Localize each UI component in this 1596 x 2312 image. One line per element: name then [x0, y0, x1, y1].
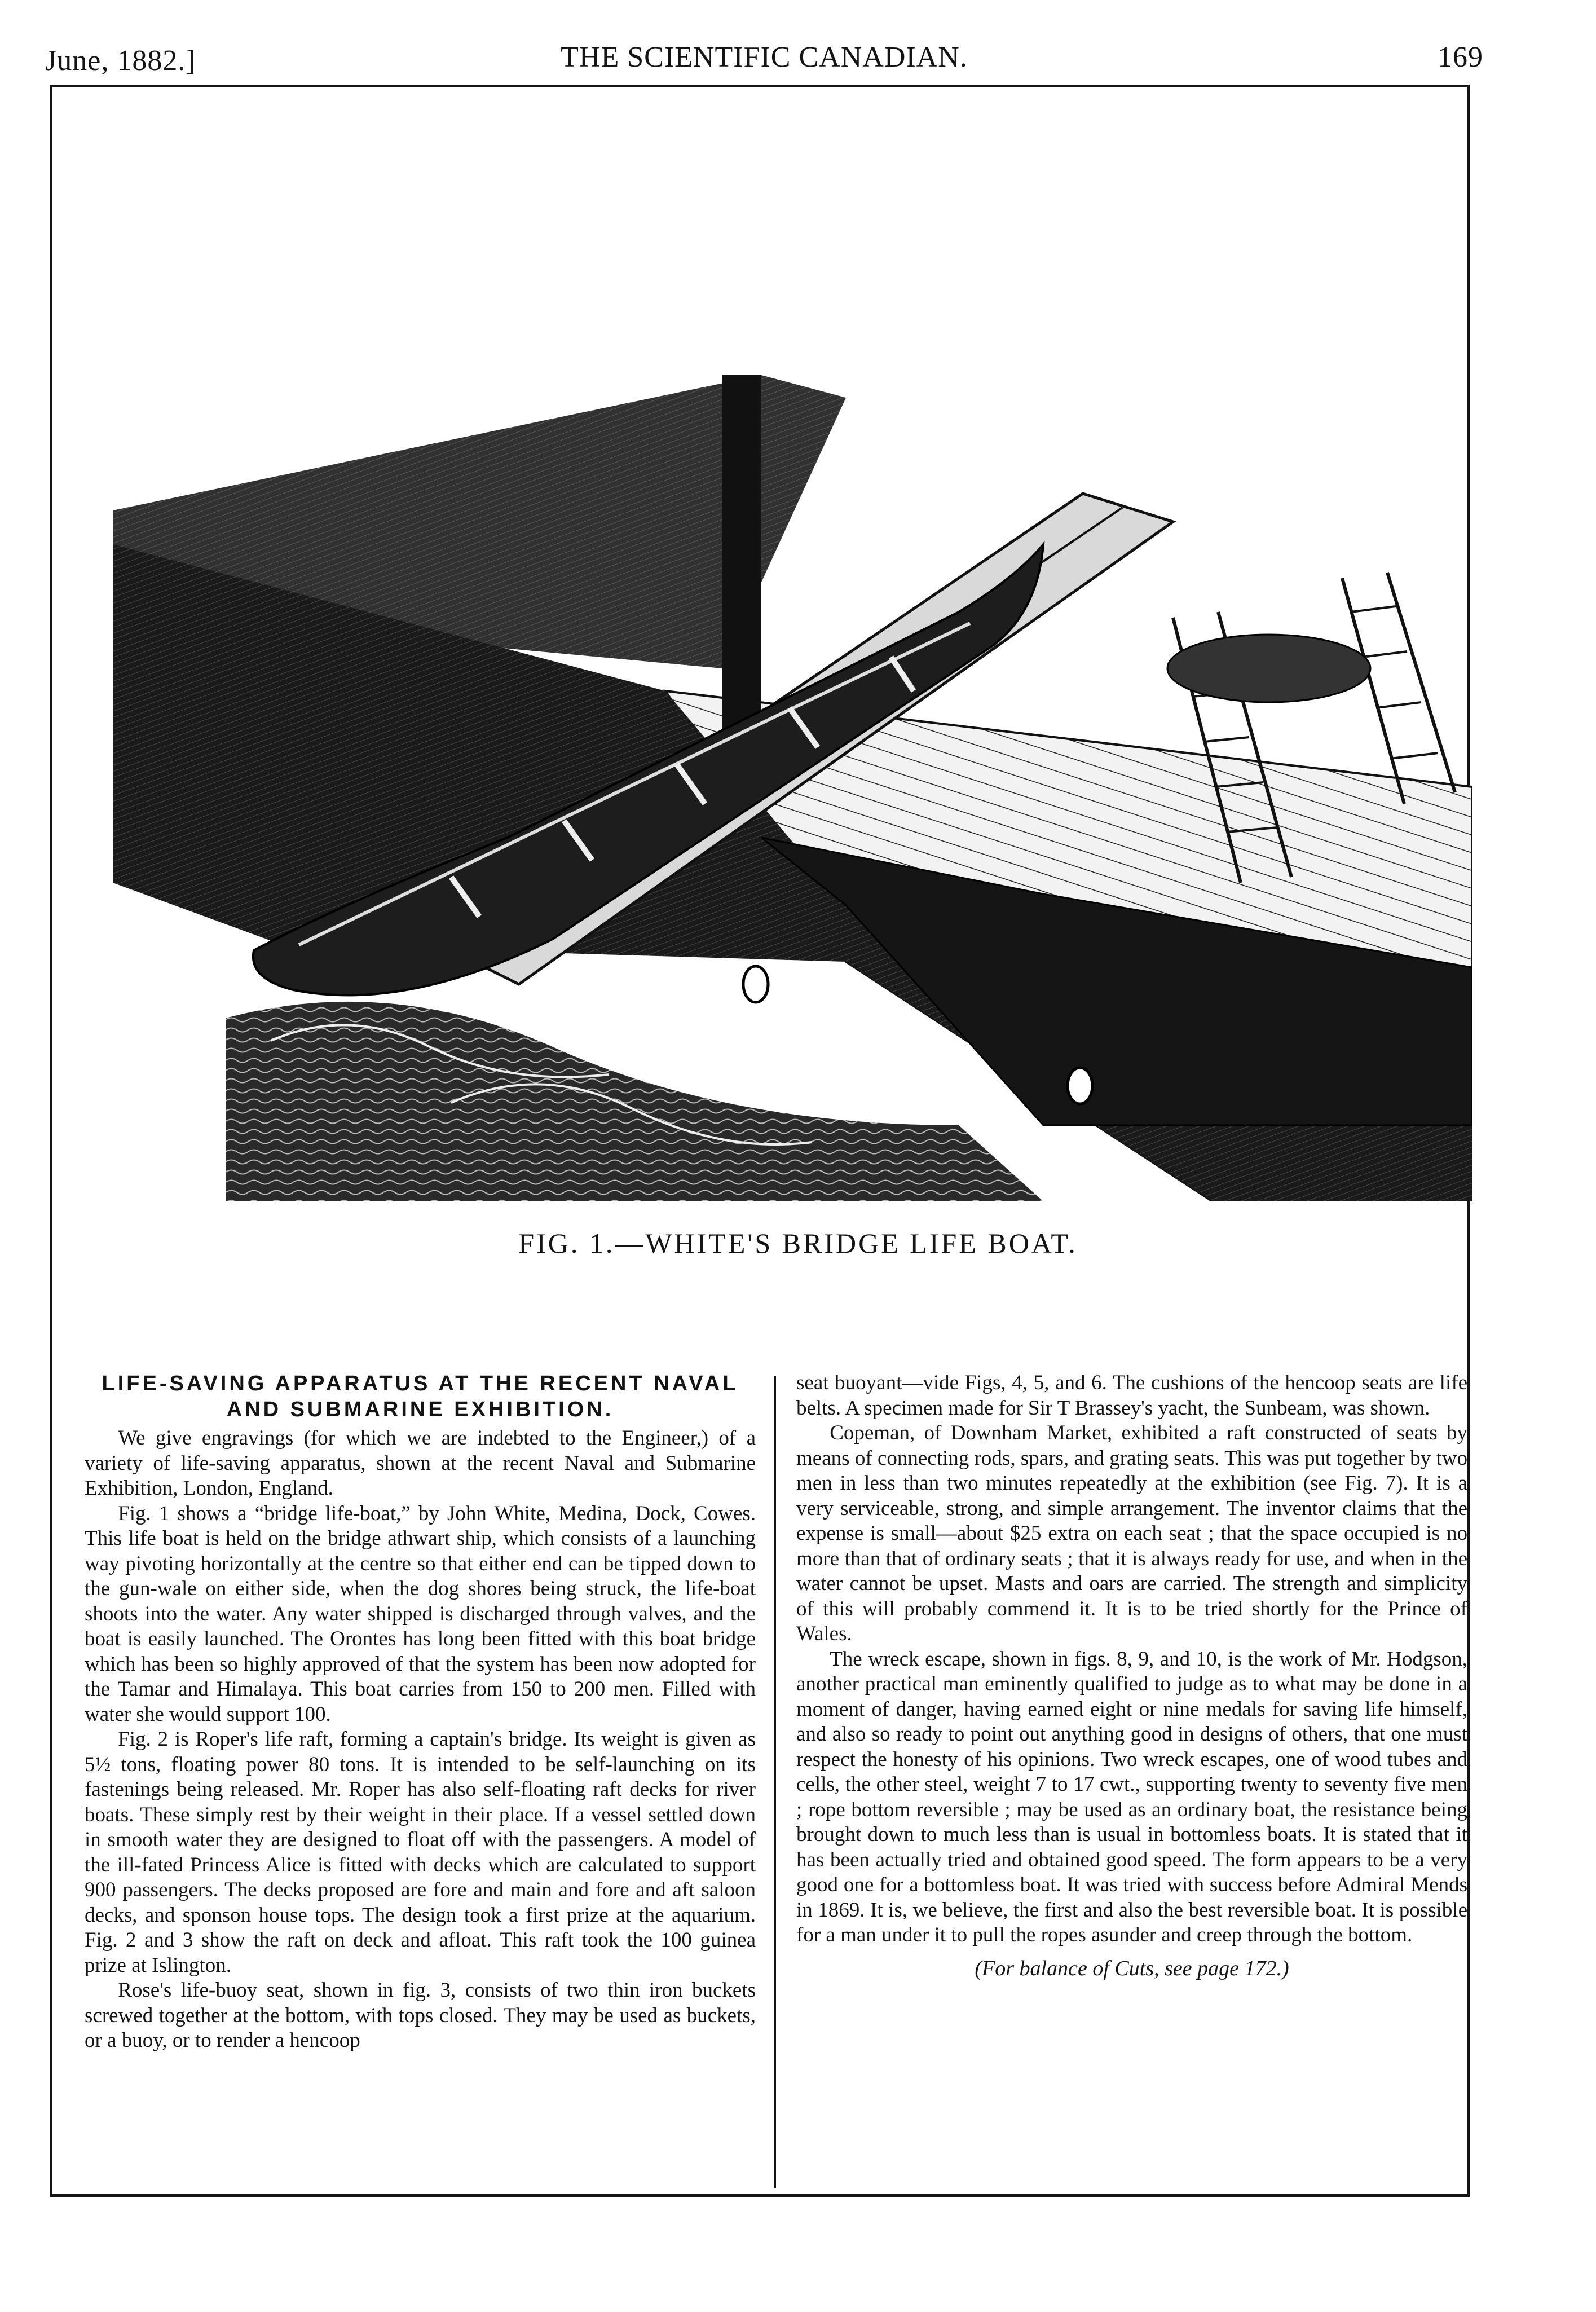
- right-column: [796, 1371, 1467, 1981]
- paragraph: Rose's life-buoy seat, shown in fig. 3, consists of two thin iron buckets screwed together at the bottom, with tops closed. They may be used as buckets, or a buoy, or to render a hencoop: [85, 1979, 756, 2052]
- paragraph: Fig. 1 shows a “bridge life-boat,” by John White, Medina, Dock, Cowes. This life boat is held on the bridge athwart ship, which consists of a launching way pivoting horizontally at the centre so that either end can be tipped down to the gun-wale on either side, when the dog shores being struck, the life-boat shoots into the water. Any water shipped is discharged through valves, and the boat is easily launched. The Orontes has long been fitted with this boat bridge which has been so highly approved of that the system has been now adopted for the Tamar and Himalaya. This boat carries from 150 to 200 men. Filled with water she would support 100.: [85, 1501, 756, 1726]
- paragraph: Copeman, of Downham Market, exhibited a raft constructed of seats by means of connecting rods, spars, and grating seats. This was put together by two men in less than two minutes repeatedly at the exhibition (see Fig. 7). It is a very serviceable, strong, and simple arrangement. The inventor claims that the expense is small—about $25 extra on each seat ; that the space occupied is no more than that of ordinary seats ; that it is always ready for use, and when in the water cannot be upset. Masts and oars are carried. The strength and simplicity of this will probably commend it. It is to be tried shortly for the Prince of Wales.: [796, 1421, 1467, 1645]
- bridge-life-boat-engraving: [113, 375, 1472, 1201]
- figure-caption: FIG. 1.—WHITE'S BRIDGE LIFE BOAT.: [518, 1227, 1078, 1259]
- continuation-note: (For balance of Cuts, see page 172.): [975, 1956, 1289, 1980]
- journal-title: THE SCIENTIFIC CANADIAN.: [561, 41, 968, 73]
- paragraph: seat buoyant—vide Figs, 4, 5, and 6. The cushions of the hencoop seats are life belts. A specimen made for Sir T Brassey's yacht, the Sunbeam, was shown.: [796, 1371, 1467, 1420]
- page-header: [45, 41, 1483, 86]
- article-title-line-1: LIFE-SAVING APPARATUS AT THE RECENT NAVAL: [102, 1372, 739, 1395]
- article-body: [85, 1371, 1483, 2194]
- paragraph: We give engravings (for which we are indebted to the Engineer,) of a variety of life-saving apparatus, shown at the recent Naval and Submarine Exhibition, London, England.: [85, 1426, 756, 1500]
- paragraph: Fig. 2 is Roper's life raft, forming a captain's bridge. Its weight is given as 5½ tons, floating power 80 tons. It is intended to be self-launching on its fastenings being released. Mr. Roper has also self-floating raft decks for river boats. These simply rest by their weight in their place. If a vessel settled down in smooth water they are designed to float off with the passengers. A model of the ill-fated Princess Alice is fitted with decks which are calculated to support 900 passengers. The decks proposed are fore and main and fore and aft saloon decks, and sponson house tops. The design took a first prize at the aquarium. Fig. 2 and 3 show the raft on deck and afloat. This raft took the 100 guinea prize at Islington.: [85, 1728, 756, 1977]
- page-number: 169: [1438, 41, 1483, 73]
- article-title-line-2: AND SUBMARINE EXHIBITION.: [226, 1398, 614, 1421]
- left-column: [85, 1371, 756, 2054]
- article-title: [85, 1371, 756, 1423]
- paragraph: The wreck escape, shown in figs. 8, 9, and 10, is the work of Mr. Hodgson, another practical man eminently qualified to judge as to what may be done in a moment of danger, having earned eight or nine medals for saving life himself, and also so ready to point out anything good in designs of others, that one must respect the honesty of his opinions. Two wreck escapes, one of wood tubes and cells, the other steel, weight 7 to 17 cwt., supporting twenty to seventy five men ; rope bottom reversible ; may be used as an ordinary boat, the resistance being brought down to much less than is usual in bottomless boats. It is stated that it has been actually tried and obtained good speed. The form appears to be a very good one for a bottomless boat. It was tried with success before Admiral Mends in 1869. It is, we believe, the first and also the best reversible boat. It is possible for a man under it to pull the ropes asunder and creep through the bottom.: [796, 1647, 1467, 1947]
- column-rule: [774, 1376, 776, 2188]
- issue-date: June, 1882.]: [45, 45, 196, 77]
